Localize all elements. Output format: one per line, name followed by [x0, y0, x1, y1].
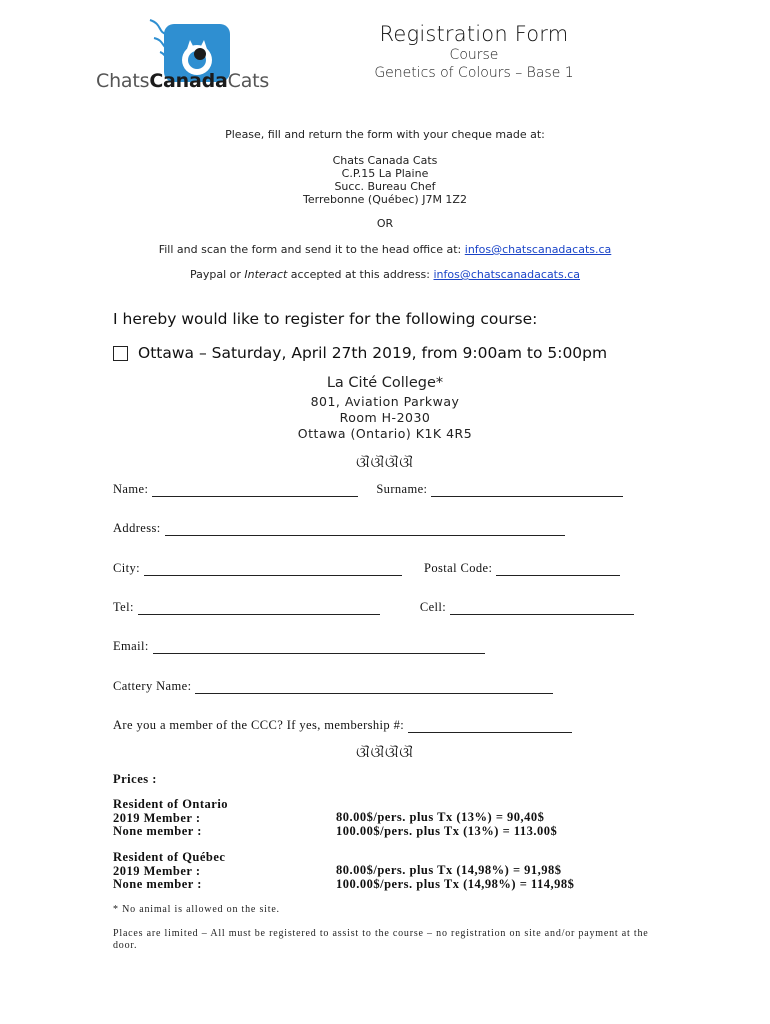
- course-name: Genetics of Colours – Base 1: [374, 65, 574, 81]
- address-line: Chats Canada Cats: [332, 154, 438, 167]
- venue-line: Ottawa (Ontario) K1K 4R5: [297, 426, 473, 441]
- course-option[interactable]: [113, 344, 607, 362]
- form-title: Registration Form: [379, 22, 569, 46]
- logo-wordmark: ChatsCanadaCats: [96, 70, 270, 92]
- ornament-divider: ଔଔଔଔ: [356, 745, 414, 761]
- membership-row: [113, 718, 572, 733]
- ontario-prices-values: [336, 811, 557, 838]
- ontario-none-label: None member :: [113, 824, 202, 838]
- course-option-label: Ottawa – Saturday, April 27th 2019, from 9:00am to 5:00pm: [138, 344, 608, 362]
- email-field[interactable]: [153, 642, 485, 654]
- course-option-checkbox[interactable]: [113, 346, 128, 361]
- or-separator: OR: [376, 217, 394, 230]
- tel-label: Tel:: [113, 600, 134, 614]
- address-row: [113, 521, 565, 536]
- city-field[interactable]: [144, 564, 402, 576]
- quebec-member-label: 2019 Member :: [113, 863, 201, 878]
- membership-field[interactable]: [408, 721, 572, 733]
- chats-canada-cats-logo: [96, 18, 306, 98]
- quebec-member-price: 80.00$/pers. plus Tx (14,98%) = 91,98$: [336, 863, 562, 877]
- animal-note: * No animal is allowed on the site.: [113, 904, 280, 915]
- scan-instructions: Fill and scan the form and send it to the head office at: infos@chatscanadacats.ca: [158, 243, 612, 256]
- register-heading: I hereby would like to register for the following course:: [113, 310, 538, 328]
- city-row: [113, 561, 620, 576]
- venue-line: Room H-2030: [339, 410, 431, 425]
- paypal-instructions: Paypal or Interact accepted at this address: infos@chatscanadacats.ca: [189, 268, 581, 281]
- cell-field[interactable]: [450, 603, 634, 615]
- mailing-address: [0, 154, 770, 206]
- surname-label: Surname:: [376, 482, 428, 496]
- name-row: [113, 482, 623, 497]
- surname-field[interactable]: [431, 485, 623, 497]
- cattery-label: Cattery Name:: [113, 679, 192, 693]
- ontario-prices-labels: [113, 798, 228, 839]
- address-line: C.P.15 La Plaine: [341, 167, 429, 180]
- intro-text: Please, fill and return the form with your cheque made at:: [225, 128, 545, 141]
- tel-row: [113, 600, 634, 615]
- name-field[interactable]: [152, 485, 358, 497]
- city-label: City:: [113, 561, 141, 575]
- quebec-prices-values: [336, 864, 574, 891]
- tel-field[interactable]: [138, 603, 380, 615]
- email-row: [113, 639, 485, 654]
- cattery-field[interactable]: [195, 682, 553, 694]
- ornament-divider: ଔଔଔଔ: [356, 455, 414, 471]
- address-line: Succ. Bureau Chef: [334, 180, 436, 193]
- limited-places-note: Places are limited – All must be registered to assist to the course – no registration on site and/or payment at the door.: [113, 928, 649, 951]
- postal-code-field[interactable]: [496, 564, 620, 576]
- course-label: Course: [449, 47, 499, 63]
- cell-label: Cell:: [419, 600, 447, 614]
- prices-heading: Prices :: [113, 772, 157, 786]
- quebec-prices-labels: [113, 851, 225, 892]
- name-label: Name:: [113, 482, 149, 496]
- email-label: Email:: [113, 639, 149, 653]
- quebec-title: Resident of Québec: [113, 850, 226, 864]
- quebec-none-price: 100.00$/pers. plus Tx (14,98%) = 114,98$: [336, 876, 575, 891]
- address-label: Address:: [113, 521, 161, 535]
- address-line: Terrebonne (Québec) J7M 1Z2: [303, 193, 467, 206]
- paypal-email-link[interactable]: infos@chatscanadacats.ca: [433, 268, 581, 281]
- address-field[interactable]: [165, 524, 565, 536]
- cattery-row: [113, 679, 553, 694]
- ontario-member-label: 2019 Member :: [113, 810, 201, 825]
- ontario-member-price: 80.00$/pers. plus Tx (13%) = 90,40$: [336, 810, 545, 824]
- venue-name: La Cité College*: [326, 375, 444, 391]
- quebec-none-label: None member :: [113, 877, 202, 891]
- scan-email-link[interactable]: infos@chatscanadacats.ca: [464, 243, 612, 256]
- membership-label: Are you a member of the CCC? If yes, membership #:: [113, 718, 405, 732]
- postal-code-label: Postal Code:: [424, 561, 493, 575]
- ontario-title: Resident of Ontario: [113, 797, 229, 811]
- venue-line: 801, Aviation Parkway: [310, 394, 460, 409]
- ontario-none-price: 100.00$/pers. plus Tx (13%) = 113.00$: [336, 823, 558, 838]
